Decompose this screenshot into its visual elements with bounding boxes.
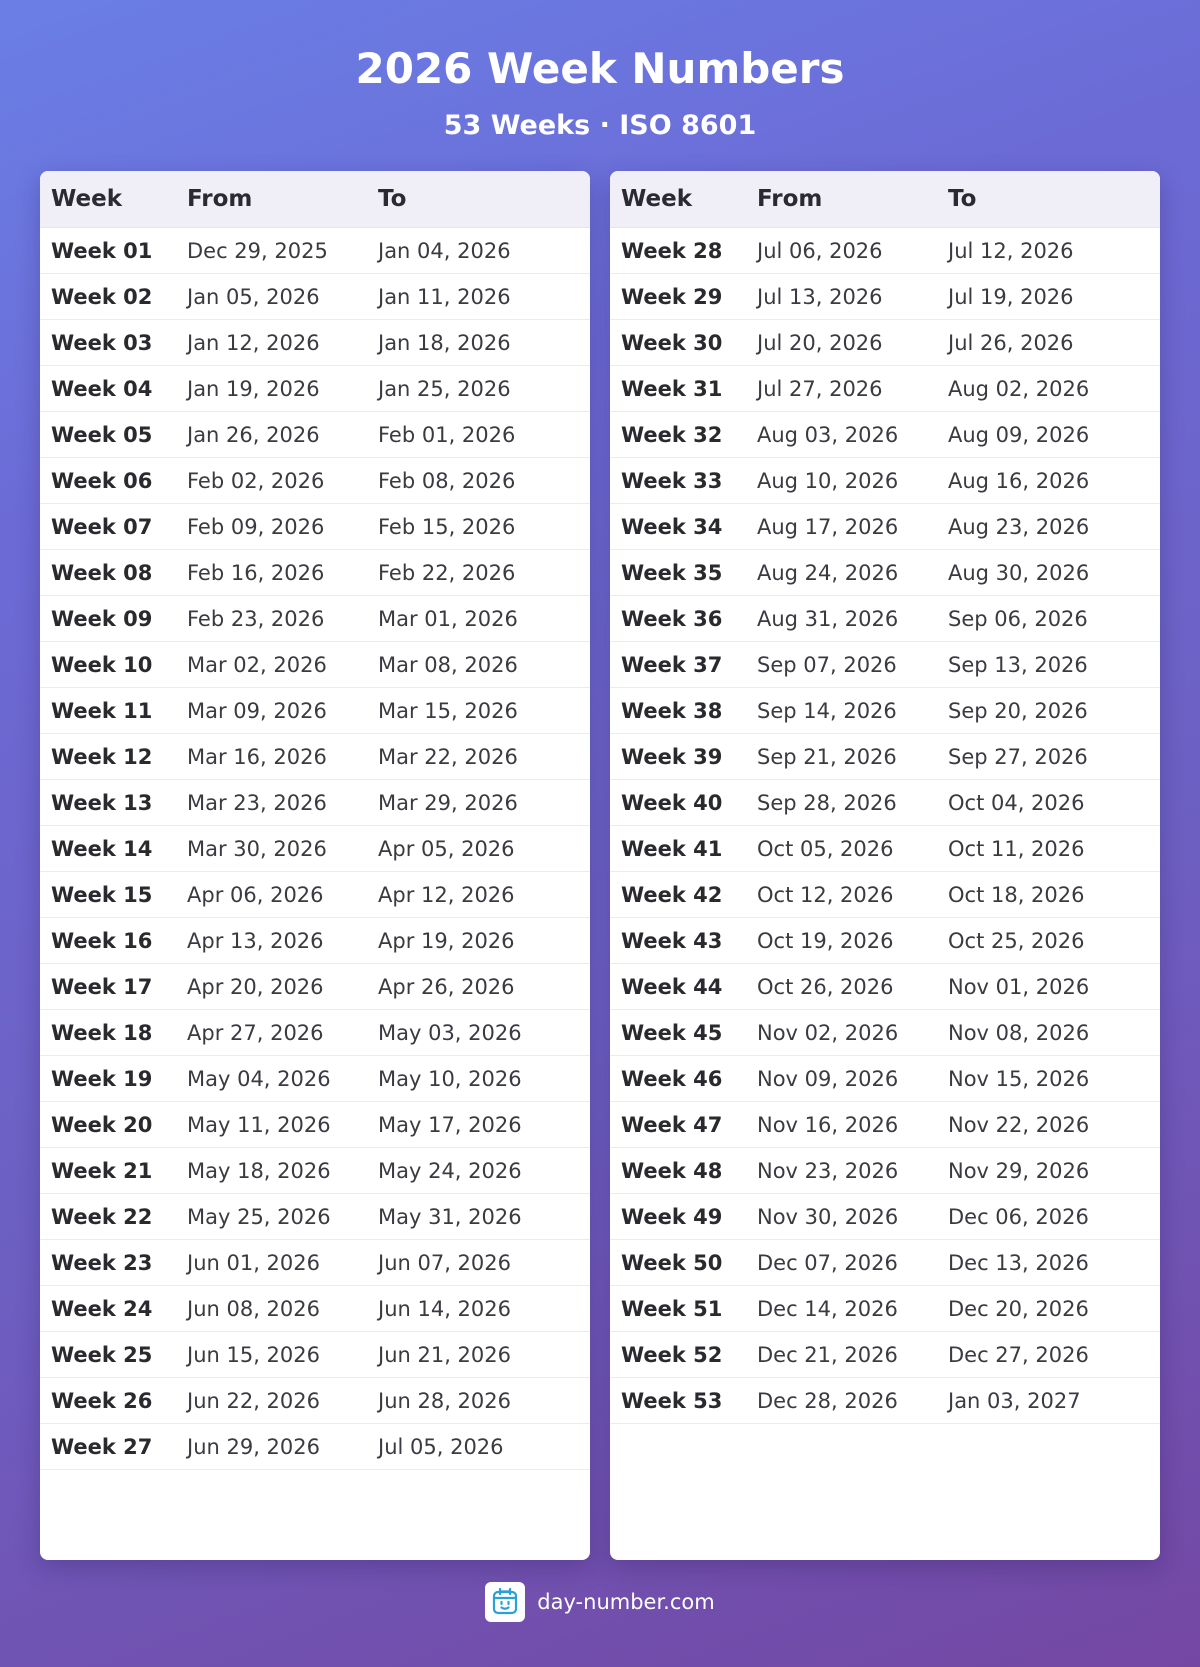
to-date-cell: Jun 07, 2026 [378, 1250, 512, 1275]
table-row [610, 550, 1160, 596]
table-row [40, 274, 590, 320]
table-row [40, 320, 590, 366]
from-date-cell: Jan 26, 2026 [187, 422, 320, 447]
week-cell: Week 42 [621, 882, 723, 907]
week-cell: Week 04 [51, 376, 153, 401]
week-cell: Week 35 [621, 560, 723, 585]
from-date-cell: Jan 05, 2026 [187, 284, 320, 309]
to-date-cell: Jan 18, 2026 [378, 330, 511, 355]
from-date-cell: May 25, 2026 [187, 1204, 331, 1229]
table-row [40, 964, 590, 1010]
week-cell: Week 41 [621, 836, 723, 861]
week-cell: Week 23 [51, 1250, 153, 1275]
table-body [610, 228, 1160, 1424]
to-date-cell: Nov 15, 2026 [948, 1066, 1090, 1091]
week-cell: Week 09 [51, 606, 153, 631]
table-row [610, 1056, 1160, 1102]
to-date-cell: Sep 27, 2026 [948, 744, 1088, 769]
from-date-cell: May 04, 2026 [187, 1066, 331, 1091]
column-header-from: From [187, 186, 253, 212]
table-row [40, 734, 590, 780]
week-cell: Week 48 [621, 1158, 723, 1183]
to-date-cell: May 17, 2026 [378, 1112, 522, 1137]
to-date-cell: May 10, 2026 [378, 1066, 522, 1091]
table-row [610, 596, 1160, 642]
week-cell: Week 49 [621, 1204, 723, 1229]
week-cell: Week 32 [621, 422, 723, 447]
week-cell: Week 06 [51, 468, 153, 493]
week-cell: Week 28 [621, 238, 723, 263]
footer [0, 1582, 1200, 1622]
from-date-cell: May 11, 2026 [187, 1112, 331, 1137]
to-date-cell: Sep 20, 2026 [948, 698, 1088, 723]
from-date-cell: Apr 20, 2026 [187, 974, 324, 999]
to-date-cell: Oct 18, 2026 [948, 882, 1085, 907]
from-date-cell: Aug 03, 2026 [757, 422, 899, 447]
to-date-cell: Sep 13, 2026 [948, 652, 1088, 677]
week-cell: Week 15 [51, 882, 153, 907]
week-cell: Week 20 [51, 1112, 153, 1137]
column-header-to: To [378, 186, 407, 212]
from-date-cell: Apr 06, 2026 [187, 882, 324, 907]
table-body [40, 228, 590, 1470]
page-title: 2026 Week Numbers [355, 44, 845, 93]
table-row [40, 504, 590, 550]
week-cell: Week 29 [621, 284, 723, 309]
week-cell: Week 37 [621, 652, 723, 677]
to-date-cell: Mar 15, 2026 [378, 698, 518, 723]
to-date-cell: Jan 11, 2026 [378, 284, 511, 309]
week-cell: Week 46 [621, 1066, 723, 1091]
table-row [610, 1286, 1160, 1332]
week-cell: Week 52 [621, 1342, 723, 1367]
week-cell: Week 26 [51, 1388, 153, 1413]
week-cell: Week 18 [51, 1020, 153, 1045]
from-date-cell: Nov 09, 2026 [757, 1066, 899, 1091]
week-cell: Week 02 [51, 284, 153, 309]
column-header-from: From [757, 186, 823, 212]
from-date-cell: Feb 02, 2026 [187, 468, 325, 493]
from-date-cell: Oct 05, 2026 [757, 836, 894, 861]
table-row [610, 1010, 1160, 1056]
table-row [610, 366, 1160, 412]
week-cell: Week 51 [621, 1296, 723, 1321]
week-cell: Week 05 [51, 422, 153, 447]
week-cell: Week 31 [621, 376, 723, 401]
from-date-cell: Nov 02, 2026 [757, 1020, 899, 1045]
week-cell: Week 45 [621, 1020, 723, 1045]
week-table-left [40, 171, 590, 1560]
week-cell: Week 44 [621, 974, 723, 999]
to-date-cell: Aug 30, 2026 [948, 560, 1090, 585]
to-date-cell: May 24, 2026 [378, 1158, 522, 1183]
week-cell: Week 17 [51, 974, 153, 999]
week-cell: Week 19 [51, 1066, 153, 1091]
from-date-cell: Sep 21, 2026 [757, 744, 897, 769]
column-header-week: Week [621, 186, 693, 212]
to-date-cell: Aug 09, 2026 [948, 422, 1090, 447]
to-date-cell: Apr 19, 2026 [378, 928, 515, 953]
week-cell: Week 12 [51, 744, 153, 769]
week-cell: Week 36 [621, 606, 723, 631]
from-date-cell: Jun 29, 2026 [187, 1434, 321, 1459]
from-date-cell: Sep 07, 2026 [757, 652, 897, 677]
from-date-cell: Jun 15, 2026 [187, 1342, 321, 1367]
page-subtitle: 53 Weeks · ISO 8601 [443, 110, 757, 141]
from-date-cell: Oct 26, 2026 [757, 974, 894, 999]
to-date-cell: Aug 16, 2026 [948, 468, 1090, 493]
to-date-cell: Dec 13, 2026 [948, 1250, 1089, 1275]
from-date-cell: Dec 07, 2026 [757, 1250, 898, 1275]
from-date-cell: Jul 20, 2026 [757, 330, 883, 355]
to-date-cell: Oct 25, 2026 [948, 928, 1085, 953]
to-date-cell: Apr 26, 2026 [378, 974, 515, 999]
to-date-cell: Aug 23, 2026 [948, 514, 1090, 539]
table-row [610, 458, 1160, 504]
to-date-cell: May 03, 2026 [378, 1020, 522, 1045]
to-date-cell: Sep 06, 2026 [948, 606, 1088, 631]
table-row [40, 228, 590, 274]
week-cell: Week 39 [621, 744, 723, 769]
to-date-cell: Nov 29, 2026 [948, 1158, 1090, 1183]
week-cell: Week 27 [51, 1434, 153, 1459]
from-date-cell: Mar 30, 2026 [187, 836, 327, 861]
to-date-cell: Feb 08, 2026 [378, 468, 516, 493]
table-row [40, 688, 590, 734]
table-header [40, 171, 590, 228]
week-cell: Week 13 [51, 790, 153, 815]
from-date-cell: Jul 06, 2026 [757, 238, 883, 263]
from-date-cell: Jun 22, 2026 [187, 1388, 321, 1413]
from-date-cell: Jun 01, 2026 [187, 1250, 321, 1275]
to-date-cell: Jul 26, 2026 [948, 330, 1074, 355]
table-row [40, 826, 590, 872]
calendar-smile-icon [485, 1582, 525, 1622]
table-row [40, 1010, 590, 1056]
to-date-cell: Feb 15, 2026 [378, 514, 516, 539]
week-cell: Week 16 [51, 928, 153, 953]
from-date-cell: Dec 21, 2026 [757, 1342, 898, 1367]
table-row [40, 1102, 590, 1148]
table-row [40, 918, 590, 964]
from-date-cell: Mar 16, 2026 [187, 744, 327, 769]
from-date-cell: Jan 12, 2026 [187, 330, 320, 355]
from-date-cell: Nov 23, 2026 [757, 1158, 899, 1183]
from-date-cell: Oct 19, 2026 [757, 928, 894, 953]
week-cell: Week 47 [621, 1112, 723, 1137]
table-row [610, 872, 1160, 918]
week-cell: Week 21 [51, 1158, 153, 1183]
to-date-cell: Jul 05, 2026 [378, 1434, 504, 1459]
table-row [40, 872, 590, 918]
from-date-cell: Sep 14, 2026 [757, 698, 897, 723]
to-date-cell: Oct 04, 2026 [948, 790, 1085, 815]
from-date-cell: Feb 09, 2026 [187, 514, 325, 539]
week-cell: Week 10 [51, 652, 153, 677]
to-date-cell: Jan 04, 2026 [378, 238, 511, 263]
table-row [610, 412, 1160, 458]
from-date-cell: Nov 30, 2026 [757, 1204, 899, 1229]
to-date-cell: Apr 05, 2026 [378, 836, 515, 861]
table-row [40, 1378, 590, 1424]
week-cell: Week 14 [51, 836, 153, 861]
table-row [610, 1102, 1160, 1148]
week-cell: Week 33 [621, 468, 723, 493]
to-date-cell: Nov 08, 2026 [948, 1020, 1090, 1045]
from-date-cell: Aug 31, 2026 [757, 606, 899, 631]
table-row [40, 780, 590, 826]
from-date-cell: Apr 27, 2026 [187, 1020, 324, 1045]
table-row [610, 1240, 1160, 1286]
table-row [610, 780, 1160, 826]
table-row [610, 918, 1160, 964]
to-date-cell: Jul 12, 2026 [948, 238, 1074, 263]
to-date-cell: Mar 22, 2026 [378, 744, 518, 769]
week-table-right [610, 171, 1160, 1560]
to-date-cell: Dec 27, 2026 [948, 1342, 1089, 1367]
site-name: day-number.com [537, 1590, 715, 1614]
from-date-cell: May 18, 2026 [187, 1158, 331, 1183]
to-date-cell: Dec 06, 2026 [948, 1204, 1089, 1229]
to-date-cell: Feb 22, 2026 [378, 560, 516, 585]
table-row [610, 688, 1160, 734]
to-date-cell: Jul 19, 2026 [948, 284, 1074, 309]
from-date-cell: Nov 16, 2026 [757, 1112, 899, 1137]
week-cell: Week 53 [621, 1388, 723, 1413]
table-row [40, 1056, 590, 1102]
to-date-cell: Nov 01, 2026 [948, 974, 1090, 999]
to-date-cell: Jun 21, 2026 [378, 1342, 512, 1367]
week-cell: Week 25 [51, 1342, 153, 1367]
table-row [610, 734, 1160, 780]
table-row [610, 1148, 1160, 1194]
from-date-cell: Mar 02, 2026 [187, 652, 327, 677]
column-header-to: To [948, 186, 977, 212]
from-date-cell: Jul 27, 2026 [757, 376, 883, 401]
to-date-cell: Feb 01, 2026 [378, 422, 516, 447]
table-row [40, 1286, 590, 1332]
table-row [40, 458, 590, 504]
table-row [610, 826, 1160, 872]
to-date-cell: Aug 02, 2026 [948, 376, 1090, 401]
week-cell: Week 01 [51, 238, 153, 263]
to-date-cell: Nov 22, 2026 [948, 1112, 1090, 1137]
from-date-cell: Dec 29, 2025 [187, 238, 328, 263]
to-date-cell: Jan 03, 2027 [948, 1388, 1081, 1413]
to-date-cell: Mar 01, 2026 [378, 606, 518, 631]
table-row [610, 1194, 1160, 1240]
table-row [40, 642, 590, 688]
to-date-cell: Jun 14, 2026 [378, 1296, 512, 1321]
week-cell: Week 43 [621, 928, 723, 953]
week-cell: Week 22 [51, 1204, 153, 1229]
week-cell: Week 30 [621, 330, 723, 355]
table-row [40, 596, 590, 642]
table-row [610, 274, 1160, 320]
from-date-cell: Feb 23, 2026 [187, 606, 325, 631]
to-date-cell: Jun 28, 2026 [378, 1388, 512, 1413]
from-date-cell: Dec 28, 2026 [757, 1388, 898, 1413]
to-date-cell: Mar 08, 2026 [378, 652, 518, 677]
from-date-cell: Apr 13, 2026 [187, 928, 324, 953]
table-row [610, 964, 1160, 1010]
table-row [40, 366, 590, 412]
table-row [40, 412, 590, 458]
to-date-cell: May 31, 2026 [378, 1204, 522, 1229]
table-row [610, 228, 1160, 274]
from-date-cell: Aug 10, 2026 [757, 468, 899, 493]
week-cell: Week 40 [621, 790, 723, 815]
week-cell: Week 11 [51, 698, 153, 723]
table-row [610, 504, 1160, 550]
table-row [40, 550, 590, 596]
table-row [40, 1240, 590, 1286]
week-cell: Week 50 [621, 1250, 723, 1275]
from-date-cell: Sep 28, 2026 [757, 790, 897, 815]
week-cell: Week 34 [621, 514, 723, 539]
table-row [40, 1332, 590, 1378]
to-date-cell: Dec 20, 2026 [948, 1296, 1089, 1321]
from-date-cell: Jan 19, 2026 [187, 376, 320, 401]
column-header-week: Week [51, 186, 123, 212]
table-row [610, 1378, 1160, 1424]
from-date-cell: Jul 13, 2026 [757, 284, 883, 309]
week-cell: Week 24 [51, 1296, 153, 1321]
table-row [610, 1332, 1160, 1378]
from-date-cell: Aug 17, 2026 [757, 514, 899, 539]
table-row [40, 1194, 590, 1240]
table-row [40, 1424, 590, 1470]
week-cell: Week 07 [51, 514, 153, 539]
table-row [40, 1148, 590, 1194]
week-cell: Week 03 [51, 330, 153, 355]
to-date-cell: Apr 12, 2026 [378, 882, 515, 907]
to-date-cell: Mar 29, 2026 [378, 790, 518, 815]
from-date-cell: Mar 09, 2026 [187, 698, 327, 723]
to-date-cell: Oct 11, 2026 [948, 836, 1085, 861]
from-date-cell: Feb 16, 2026 [187, 560, 325, 585]
from-date-cell: Jun 08, 2026 [187, 1296, 321, 1321]
table-row [610, 320, 1160, 366]
week-cell: Week 38 [621, 698, 723, 723]
week-cell: Week 08 [51, 560, 153, 585]
from-date-cell: Dec 14, 2026 [757, 1296, 898, 1321]
from-date-cell: Mar 23, 2026 [187, 790, 327, 815]
from-date-cell: Oct 12, 2026 [757, 882, 894, 907]
from-date-cell: Aug 24, 2026 [757, 560, 899, 585]
table-header [610, 171, 1160, 228]
table-row [610, 642, 1160, 688]
to-date-cell: Jan 25, 2026 [378, 376, 511, 401]
